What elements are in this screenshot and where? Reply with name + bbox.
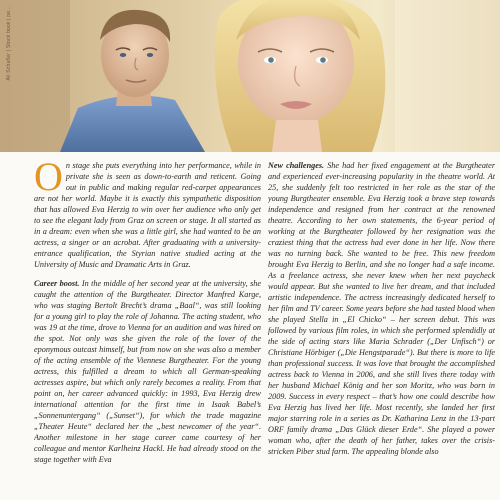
intro-paragraph [34,160,261,270]
new-challenges-heading: New challenges. [268,161,325,170]
article-column-right [268,160,495,500]
intro-text: n stage she puts everything into her performance, while in private she is seen as down-to-earth and reticent. Going out in public and making regular red-carpet appearances are not her world. Maybe it is exactly this sympathetic disposition that has allowed Eva Herzig to win over her audience who only get to see the elegant lady from Graz on screen or stage. It all started as in a dream: even when she was a little girl, she had wanted to be an actress, a singer or an acrobat. After graduating with a university-entrance qualification, the Styrian native studied acting at the University of Music and Dramatic Arts in Graz. [34,161,261,269]
new-challenges-paragraph [268,160,495,457]
photo-credit: Ali Schafler | Stock book | pe... [6,6,12,81]
drop-cap: O [34,160,63,199]
career-boost-paragraph [34,278,261,465]
actors-photo-illustration [0,0,500,152]
hero-photo [0,0,500,152]
career-boost-text: In the middle of her second year at the university, she caught the attention of the Burgtheater. Director Manfred Karge, who was staging Bertolt Brecht’s drama „Baal“, was still looking for a young girl to play the role of Johanna. The acting student, who was 19 at the time, drove to Vienna for an audition and was hired on the spot. Not only was she given the role of the lover of the eponymous outcast himself, but from now on she was also a member of the acting ensemble of the Viennese Burgtheater. For the young actress, this fulfilled a dream to which all German-speaking actresses aspire, but which only rarely becomes a reality. From that point on, her career advanced quickly: in 1993, Eva Herzig drew international attention for the first time in Isaak Babel’s „Sonnenuntergang“ („Sunset“), for which the trade magazine „Theater Heute“ declared her the „best newcomer of the year“. Another milestone in her stage career came courtesy of her colleague and mentor Karlheinz Hackl. He had already stood on the stage together with Eva [34,279,261,464]
article-body [0,160,500,500]
article-column-left [34,160,261,500]
new-challenges-text: She had her fixed engagement at the Burgtheater and experienced ever-increasing popularity in the theatre world. At 25, she suddenly felt too restricted in her role as the star of the young Burgtheater ensemble. Eva Herzig took a brave step towards independence and resigned from her contract at the renowned theatre. According to her own statements, the 6-year period of working at the Burgtheater followed by her resignation was the craziest thing that the actress had ever done in her life. Now there was no turning back. She wanted to be free. This new freedom brought Eva Herzig to Berlin, and she no longer had a safe income. As a freelance actress, she never knew when her next paycheck would appear. But she wanted to live her dream, and that included artistic independence. The actress increasingly dedicated herself to her film and TV career. Some years before she had tasted blood when she played Stella in „El Chicko“ – her screen debut. This was followed by various film roles, in which she performed splendidly at the side of acting stars like Maria Schrader („Der Unfisch“) or Christiane Hörbiger („Die Hengstparade“). But there is more to life than professional success. It was love that brought the accomplished actress back to Vienna in 2006, and she still lives there today with her husband Michael König and her son Moritz, who was born in 2009. Success in every respect – that’s how one could describe how Eva Herzig has lived her life. Most recently, she landed her first major starring role in a series as Dr. Katharina Lenz in the 13-part ORF family drama „Das Glück dieser Erde“. She played a power woman who, after the death of her father, takes over the crisis-stricken Piber stud farm. The appealing blonde also [268,161,495,456]
career-boost-heading: Career boost. [34,279,80,288]
